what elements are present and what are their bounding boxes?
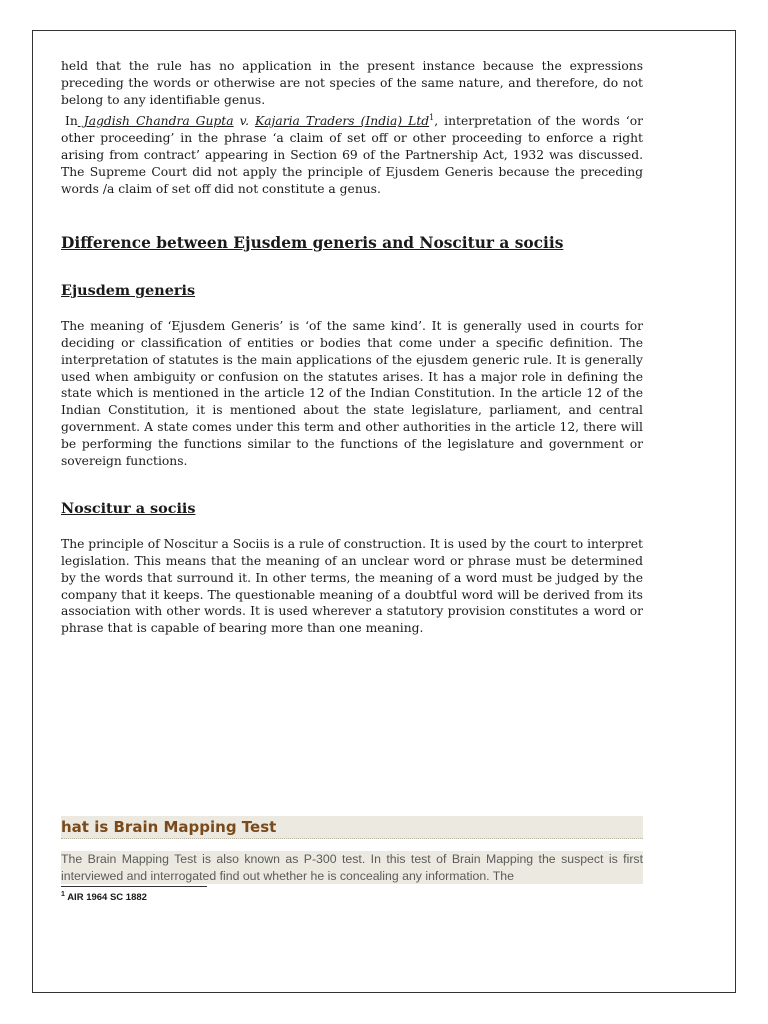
case-prefix: In bbox=[65, 114, 78, 129]
section-heading: Difference between Ejusdem generis and Noscitur a sociis bbox=[61, 234, 564, 253]
case-name-b: Kajaria Traders (India) Ltd bbox=[255, 114, 430, 129]
brain-mapping-heading: hat is Brain Mapping Test bbox=[61, 816, 643, 839]
footnote bbox=[61, 892, 147, 904]
case-name-a: Jagdish Chandra Gupta bbox=[77, 114, 234, 129]
noscitur-body: The principle of Noscitur a Sociis is a rule of construction. It is used by the court to interpret legislation. This means that the meaning of an unclear word or phrase must be determined by the words that surround it. In other terms, the meaning of a word must be judged by the company that it keeps. The questionable meaning of a doubtful word will be derived from its association with other words. It is used wherever a statutory provision constitutes a word or phrase that is capable of bearing more than one meaning. bbox=[61, 537, 643, 636]
case-text: , interpretation of the words ‘or other proceeding’ in the phrase ‘a claim of set off or other proceeding to enforce a right arising from contract’ appearing in Section 69 of the Partnership Act, 1932 was discussed. The Supreme Court did not apply the principle of Ejusdem Generis because the preceding words /a claim of set off did not constitute a genus. bbox=[61, 114, 643, 196]
footnote-number: 1 bbox=[61, 890, 65, 898]
case-paragraph bbox=[61, 113, 643, 197]
intro-paragraph: held that the rule has no application in the present instance because the expressions preceding the words or otherwise are not species of the same nature, and therefore, do not belong to any identifiable genus. bbox=[61, 59, 643, 107]
footnote-reference[interactable]: 1 bbox=[429, 113, 435, 123]
ejusdem-title: Ejusdem generis bbox=[61, 282, 196, 300]
case-versus: v. bbox=[233, 114, 256, 129]
footnote-separator bbox=[61, 886, 207, 887]
footnote-text: AIR 1964 SC 1882 bbox=[64, 892, 147, 903]
ejusdem-body: The meaning of ‘Ejusdem Generis’ is ‘of the same kind’. It is generally used in courts for deciding or classification of entities or bodies that come under a specific definition. The interpretation of statutes is the main applications of the ejusdem generic rule. It is generally used when ambiguity or confusion on the statutes arises. It has a major role in defining the state which is mentioned in the article 12 of the Indian Constitution. In the article 12 of the Indian Constitution, it is mentioned about the state legislature, parliament, and central government. A state comes under this term and other authorities in the article 12, there will be performing the functions similar to the functions of the legislature and government or sovereign functions. bbox=[61, 319, 643, 468]
document-body bbox=[61, 58, 643, 637]
noscitur-title: Noscitur a sociis bbox=[61, 500, 196, 518]
brain-mapping-body: The Brain Mapping Test is also known as P-300 test. In this test of Brain Mapping the suspect is first interviewed and interrogated find out whether he is concealing any information. The bbox=[61, 852, 643, 883]
